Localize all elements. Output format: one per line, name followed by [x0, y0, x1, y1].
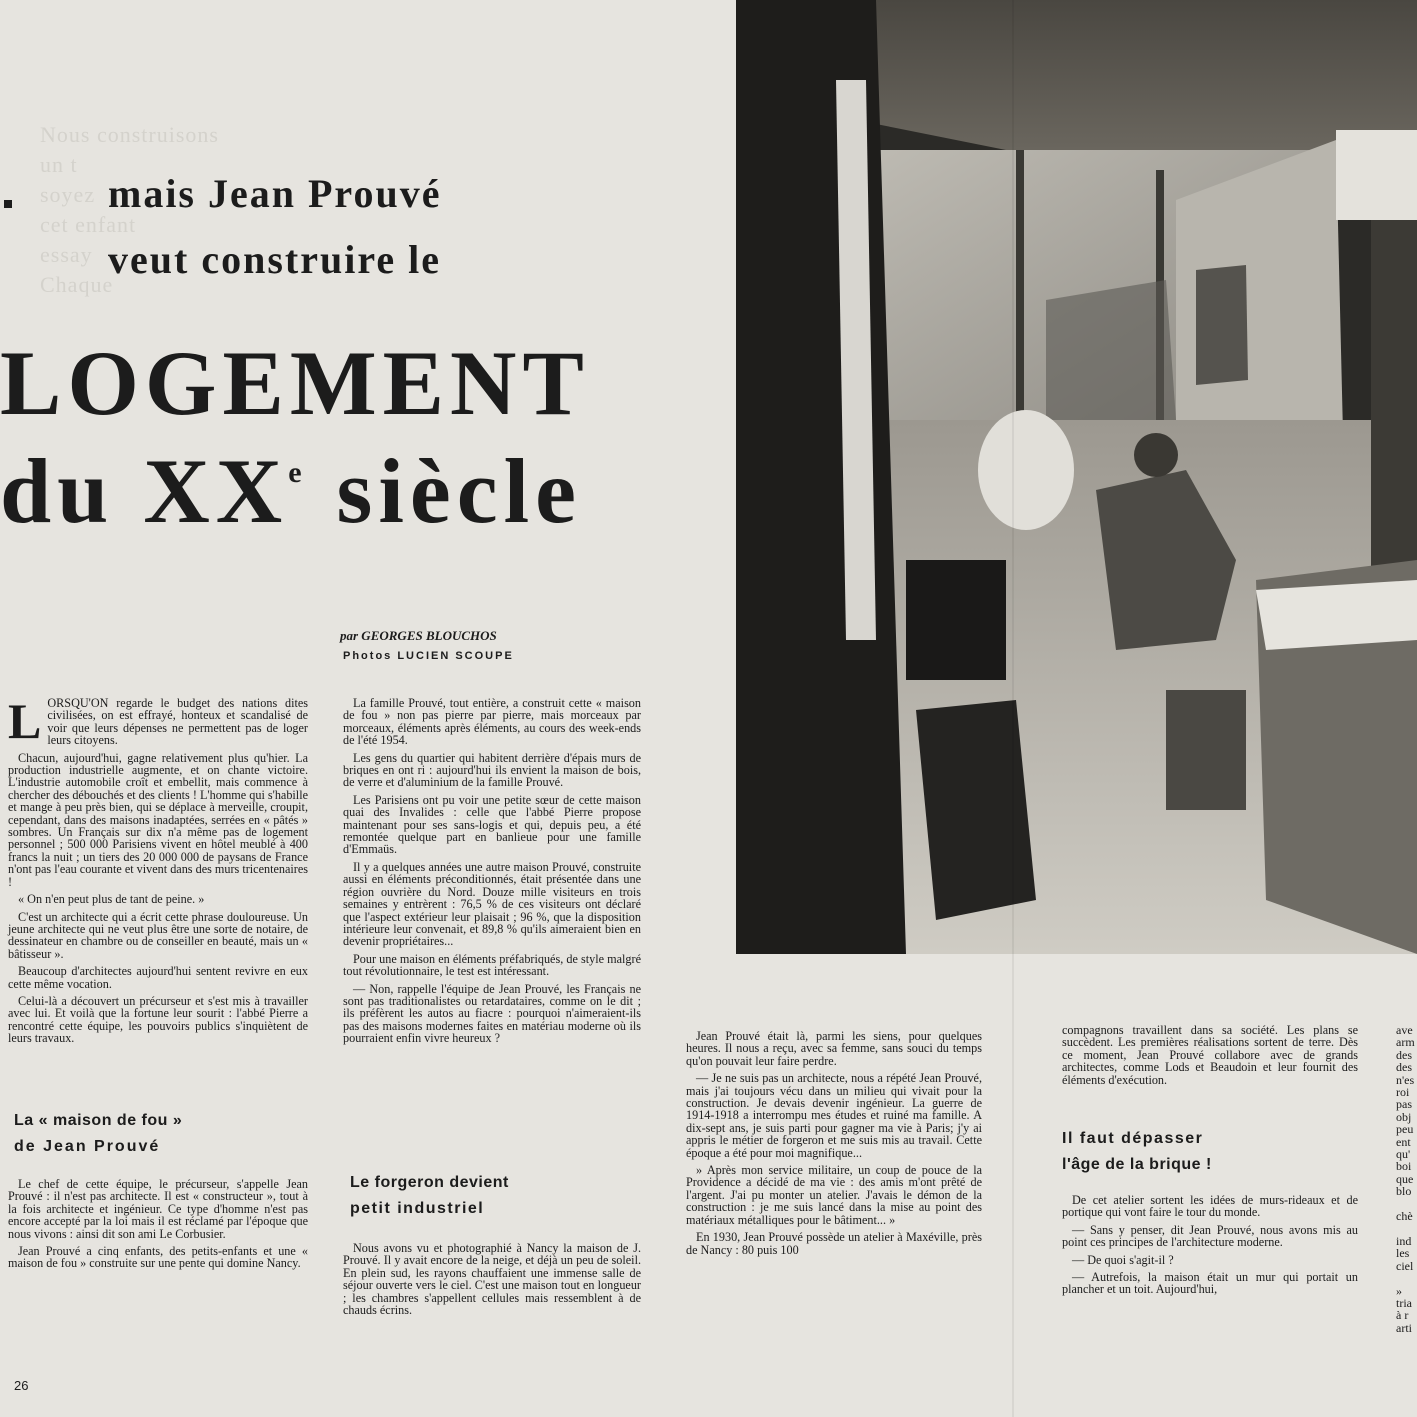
column-5-line-fragment: ave [1396, 1024, 1413, 1037]
subheading-maison-de-fou [14, 1108, 182, 1160]
subheading-line: petit industriel [350, 1200, 485, 1217]
article-column-3 [686, 1030, 982, 1261]
paragraph: Nous avons vu et photographié à Nancy la maison de J. Prouvé. Il y avait encore de la neige, et déjà un peu de soleil. En plein sud, les rayons chauffaient une immense salle de séjour ouverte vers le ciel. C'est une maison tout en longueur ; les chambres s'appellent cellules mais ressemblent à de chauds écrins. [343, 1241, 641, 1318]
article-column-1 [8, 693, 308, 1050]
title-line-3: LOGEMENT [0, 332, 590, 434]
column-5-line-fragment: que [1396, 1171, 1414, 1186]
column-5-line-fragment: ind [1396, 1233, 1412, 1248]
paragraph: En 1930, Jean Prouvé possède un atelier à Maxéville, près de Nancy : 80 puis 100 [686, 1230, 982, 1257]
paragraph: Pour une maison en éléments préfabriqués, de style malgré tout révolutionnaire, le test est intéressant. [343, 951, 641, 979]
paragraph: compagnons travaillent dans sa société. Les plans se succèdent. Les premières réalisations sortent de terre. Dès ce moment, Jean Prouvé collabore avec de grands architectes, comme Lods et Beaudoin et leur fournit des éléments d'exécution. [1062, 1023, 1358, 1087]
column-5-line-fragment: chè [1396, 1209, 1413, 1224]
paragraph-text: regarde le budget des nations dites civilisées, on est effrayé, honteux et scandalisé de voir que leurs dépenses ne permettent pas de loger leurs citoyens. [47, 696, 308, 748]
paragraph: — De quoi s'agit-il ? [1072, 1252, 1174, 1267]
page-number: 26 [14, 1378, 29, 1393]
center-fold [1012, 0, 1014, 1417]
paragraph: Beaucoup d'architectes aujourd'hui sentent revivre en eux cette même vocation. [8, 964, 308, 991]
column-5-line-fragment: roi [1396, 1085, 1410, 1100]
paragraph: » Après mon service militaire, un coup de pouce de la Providence a décidé de ma vie : des amis m'ont prêté de l'argent. J'ai pu monter un atelier. J'avais le démon de la construction : je me suis lancé dans la mise au point des matériaux métalliques pour le bâtiment... » [686, 1163, 982, 1227]
column-5-line-fragment: qu' [1396, 1147, 1411, 1162]
title-line-4-main: du XX [0, 440, 289, 542]
article-column-4 [1062, 1024, 1358, 1091]
column-5-line-fragment [1396, 1272, 1417, 1284]
column-5-line-fragment: à r [1396, 1308, 1409, 1323]
paragraph: Il y a quelques années une autre maison Prouvé, construite aussi en éléments préconditionnés, était présentée dans une région ouvrière du Nord. Douze mille visiteurs en trois semaines y entrèrent : 76,5 % de ces visiteurs ont déclaré que l'aspect extérieur leur plaisait ; 96 %, que la disposition intérieure leur convenait, et 89,8 % qu'ils aimeraient bien en devenir propriétaires... [343, 859, 641, 949]
column-5-line-fragment: des [1396, 1060, 1412, 1075]
article-column-2 [343, 697, 641, 1050]
paragraph: C'est un architecte qui a écrit cette phrase douloureuse. Un jeune architecte qui ne veut plus être une sorte de notaire, de dessinateur en chambre ou de conseiller en beauté, mais un « bâtisseur ». [8, 909, 308, 961]
subheading-line: Le forgeron devient [350, 1174, 509, 1191]
column-5-line-fragment: tria [1396, 1295, 1412, 1310]
article-column-1-continued [8, 1178, 308, 1275]
subheading-age-de-la-brique [1062, 1126, 1212, 1178]
title-line-4-end: siècle [307, 440, 582, 542]
article-column-4-continued [1062, 1194, 1358, 1301]
article-column-2-continued [343, 1242, 641, 1321]
paragraph: Le chef de cette équipe, le précurseur, s'appelle Jean Prouvé : il n'est pas architecte. Il est « constructeur », tout à la fois architecte et ingénieur. Ce type d'homme n'est pas encore accepté par la loi mais il est réclamé par l'époque que nous vivons : ainsi dit son ami Le Corbusier. [8, 1177, 308, 1241]
interior-photograph [736, 0, 1417, 954]
subheading-forgeron [350, 1170, 509, 1222]
paragraph: Les gens du quartier qui habitent derrière d'épais murs de briques en ont ri : aujourd'hui ils envient la maison de bois, de verre et d'aluminium de la famille Prouvé. [343, 750, 641, 790]
paragraph: La famille Prouvé, tout entière, a construit cette « maison de fou » non pas pierre par pierre, mais morceaux par morceaux, éléments après éléments, au cours des week-ends de l'été 1954. [343, 696, 641, 748]
title-line-2: veut construire le [108, 237, 441, 282]
show-through-text: Nous construisons un t soyez cet enfant essay Chaque [40, 122, 219, 297]
lead-in: ORSQU'ON [47, 696, 109, 710]
paragraph: Celui-là a découvert un précurseur et s'est mis à travailler avec lui. Et voilà que la fortune leur sourit : l'abbé Pierre a rencontré cette équipe, les pouvoirs publics s'inquiètent de leurs travaux. [8, 993, 308, 1046]
subheading-line: de Jean Prouvé [14, 1138, 161, 1155]
column-5-line-fragment: » [1396, 1283, 1402, 1298]
paragraph: Les Parisiens ont pu voir une petite sœur de cette maison quai des Invalides : celle que l'abbé Pierre propose maintenant pour ses sans-logis et qui, depuis peu, a été remontée quelque part en banlieue pour une famille d'Emmaüs. [343, 792, 641, 857]
subheading-line: Il faut dépasser [1062, 1130, 1204, 1147]
paragraph [8, 693, 308, 749]
subheading-line: l'âge de la brique ! [1062, 1156, 1212, 1173]
column-5-line-fragment: blo [1396, 1184, 1412, 1199]
paragraph: De cet atelier sortent les idées de murs-rideaux et de portique qui vont faire le tour du monde. [1062, 1193, 1358, 1220]
paragraph: — Autrefois, la maison était un mur qui portait un plancher et un toit. Aujourd'hui, [1062, 1270, 1358, 1297]
paragraph: « On n'en peut plus de tant de peine. » [18, 892, 205, 907]
column-5-line-fragment: pas [1396, 1097, 1412, 1112]
drop-cap: L [8, 693, 42, 749]
paragraph: — Je ne suis pas un architecte, nous a répété Jean Prouvé, mais j'ai toujours vécu dans un milieu qui vivait pour la construction. Je devais devenir ingénieur. La guerre de 1914-1918 a interrompu mes études et ruiné ma famille. A dix-sept ans, je suis parti pour gagner ma vie à Paris; j'y ai appris le métier de forgeron et me suis mis au travail. Cette époque a été pour moi magnifique... [686, 1071, 982, 1160]
byline: par GEORGES BLOUCHOS [340, 628, 497, 643]
title-line-1: mais Jean Prouvé [108, 171, 442, 216]
column-5-line-fragment: ciel [1396, 1258, 1414, 1273]
column-5-line-fragment: des [1396, 1047, 1412, 1062]
column-5-line-fragment: n'es [1396, 1072, 1415, 1087]
column-5-line-fragment: boi [1396, 1159, 1412, 1174]
column-5-line-fragment: peu [1396, 1122, 1414, 1137]
column-5-line-fragment: arm [1396, 1035, 1415, 1050]
title-superscript: e [288, 456, 308, 489]
ellipsis-mark [4, 200, 12, 208]
column-5-line-fragment: arti [1396, 1320, 1412, 1335]
article-column-5-fragment [1396, 1024, 1417, 1334]
paragraph: — Sans y penser, dit Jean Prouvé, nous avons mis au point ces principes de l'architecture moderne. [1062, 1222, 1358, 1250]
paragraph: Jean Prouvé était là, parmi les siens, pour quelques heures. Il nous a reçu, avec sa femme, sans souci du temps qu'on pouvait leur faire perdre. [686, 1029, 982, 1068]
paragraph: Jean Prouvé a cinq enfants, des petits-enfants et une « maison de fou » construite sur une pente qui domine Nancy. [8, 1244, 308, 1271]
column-5-line-fragment: ent [1396, 1134, 1411, 1149]
column-5-line-fragment: les [1396, 1246, 1410, 1261]
subheading-line: La « maison de fou » [14, 1112, 183, 1129]
title-line-4 [0, 438, 582, 544]
column-5-line-fragment: obj [1396, 1109, 1412, 1124]
paragraph: Chacun, aujourd'hui, gagne relativement plus qu'hier. La production industrielle augmente, et on chante victoire. L'industrie automobile croît et embellit, mais commence à chercher des débouchés et des clients ! L'homme qui s'habille et mange à peu près bien, qui se déplace à merveille, croupit, cependant, dans des maisons inadaptées, serrées en « pâtés » sombres. Un Français sur dix n'a même pas de logement personnel ; 500 000 Parisiens vivent en hôtel meublé à 400 francs la nuit ; un tiers des 20 000 000 de paysans de France n'ont pas l'eau courante et vivent dans des murs tricentenaires ! [8, 750, 308, 889]
paragraph: — Non, rappelle l'équipe de Jean Prouvé, les Français ne sont pas traditionalistes ou retardataires, comme on le dit ; ils préfèrent les autos au fiacre : pourquoi n'aimeraient-ils pas des maisons modernes faites en matériau moderne où ils pourraient enfin vivre heureux ? [343, 981, 641, 1046]
photo-credit: Photos LUCIEN SCOUPE [343, 650, 514, 662]
